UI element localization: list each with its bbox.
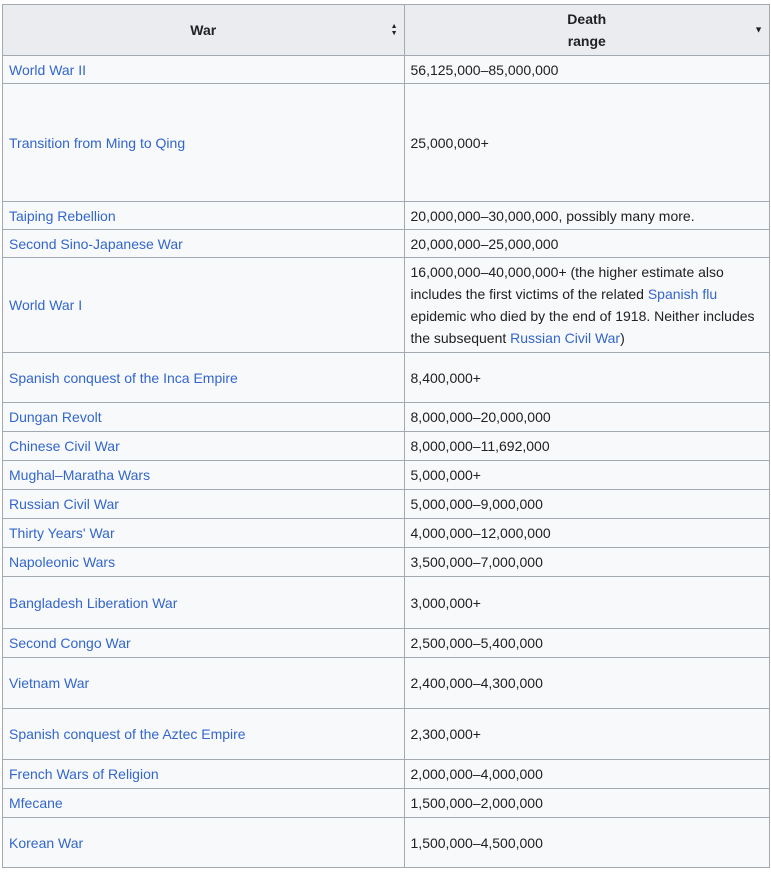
table-row bbox=[3, 818, 770, 868]
spanish-flu-link[interactable]: Spanish flu bbox=[647, 286, 718, 302]
war-link[interactable]: Second Sino-Japanese War bbox=[9, 235, 183, 252]
war-link[interactable]: Korean War bbox=[9, 834, 84, 851]
table-row bbox=[3, 84, 770, 202]
table-row bbox=[3, 658, 770, 709]
header-row bbox=[3, 5, 770, 56]
table-row bbox=[3, 577, 770, 629]
war-cell bbox=[3, 818, 405, 868]
war-link[interactable]: Transition from Ming to Qing bbox=[9, 134, 186, 151]
range-cell: 5,000,000+ bbox=[404, 461, 769, 490]
range-cell: 56,125,000–85,000,000 bbox=[404, 56, 769, 84]
table-row bbox=[3, 403, 770, 432]
death-range-column-header[interactable] bbox=[404, 5, 769, 56]
war-link[interactable]: Chinese Civil War bbox=[9, 438, 120, 454]
war-cell bbox=[3, 789, 405, 818]
war-cell bbox=[3, 202, 405, 230]
range-cell: 1,500,000–4,500,000 bbox=[404, 818, 769, 868]
war-cell bbox=[3, 84, 405, 202]
table-row bbox=[3, 490, 770, 519]
table-row bbox=[3, 258, 770, 353]
war-cell bbox=[3, 56, 405, 84]
war-link[interactable]: Mughal–Maratha Wars bbox=[9, 467, 151, 483]
war-link[interactable]: Dungan Revolt bbox=[9, 409, 102, 425]
range-cell: 8,000,000–20,000,000 bbox=[404, 403, 769, 432]
range-cell: 2,300,000+ bbox=[404, 709, 769, 760]
sort-both-icon[interactable]: ▲ ▼ bbox=[390, 23, 398, 37]
range-cell: 5,000,000–9,000,000 bbox=[404, 490, 769, 519]
war-link[interactable]: Russian Civil War bbox=[9, 496, 119, 512]
war-link[interactable]: Taiping Rebellion bbox=[9, 207, 116, 224]
war-cell bbox=[3, 519, 405, 548]
range-cell: 3,000,000+ bbox=[404, 577, 769, 629]
war-cell bbox=[3, 490, 405, 519]
war-cell bbox=[3, 353, 405, 403]
war-link[interactable]: French Wars of Religion bbox=[9, 766, 159, 782]
war-link[interactable]: Spanish conquest of the Aztec Empire bbox=[9, 726, 246, 742]
range-cell: 8,400,000+ bbox=[404, 353, 769, 403]
war-cell bbox=[3, 577, 405, 629]
war-column-header[interactable] bbox=[3, 5, 405, 56]
range-cell: 16,000,000–40,000,000+ (the higher estimate also includes the first victims of the related Spanish flu epidemic who died by the end of 1918. Neither includes the subsequent Russian Civil War) bbox=[404, 258, 769, 353]
range-cell: 3,500,000–7,000,000 bbox=[404, 548, 769, 577]
war-link[interactable]: World War II bbox=[9, 61, 87, 78]
war-link[interactable]: Napoleonic Wars bbox=[9, 554, 116, 570]
range-cell: 2,000,000–4,000,000 bbox=[404, 760, 769, 789]
war-cell bbox=[3, 230, 405, 258]
range-cell: 2,500,000–5,400,000 bbox=[404, 629, 769, 658]
table-row bbox=[3, 789, 770, 818]
war-link[interactable]: World War I bbox=[9, 297, 83, 313]
range-cell: 1,500,000–2,000,000 bbox=[404, 789, 769, 818]
war-link[interactable]: Bangladesh Liberation War bbox=[9, 594, 178, 611]
range-cell: 8,000,000–11,692,000 bbox=[404, 432, 769, 461]
war-link[interactable]: Thirty Years' War bbox=[9, 525, 115, 541]
table-row bbox=[3, 230, 770, 258]
table-row bbox=[3, 709, 770, 760]
war-header-label: War bbox=[190, 22, 217, 38]
war-death-table bbox=[2, 4, 770, 868]
war-cell bbox=[3, 629, 405, 658]
range-cell: 2,400,000–4,300,000 bbox=[404, 658, 769, 709]
range-cell: 20,000,000–25,000,000 bbox=[404, 230, 769, 258]
table-row bbox=[3, 56, 770, 84]
war-cell bbox=[3, 403, 405, 432]
sort-descending-icon[interactable]: ▼ bbox=[754, 24, 763, 35]
table-row bbox=[3, 760, 770, 789]
war-cell bbox=[3, 709, 405, 760]
war-link[interactable]: Mfecane bbox=[9, 795, 63, 811]
range-cell: 25,000,000+ bbox=[404, 84, 769, 202]
table-row bbox=[3, 353, 770, 403]
war-cell bbox=[3, 658, 405, 709]
range-cell: 20,000,000–30,000,000, possibly many more. bbox=[404, 202, 769, 230]
table-row bbox=[3, 461, 770, 490]
war-cell bbox=[3, 760, 405, 789]
war-cell bbox=[3, 461, 405, 490]
range-cell: 4,000,000–12,000,000 bbox=[404, 519, 769, 548]
table-row bbox=[3, 519, 770, 548]
war-cell bbox=[3, 432, 405, 461]
table-row bbox=[3, 432, 770, 461]
war-link[interactable]: Spanish conquest of the Inca Empire bbox=[9, 369, 238, 386]
war-cell bbox=[3, 258, 405, 353]
war-link[interactable]: Vietnam War bbox=[9, 675, 90, 691]
table-row bbox=[3, 202, 770, 230]
death-range-header-label: Death range bbox=[567, 11, 607, 49]
table-row bbox=[3, 548, 770, 577]
table-row bbox=[3, 629, 770, 658]
war-cell bbox=[3, 548, 405, 577]
war-link[interactable]: Second Congo War bbox=[9, 635, 131, 651]
russian-civil-war-link[interactable]: Russian Civil War bbox=[510, 330, 621, 346]
